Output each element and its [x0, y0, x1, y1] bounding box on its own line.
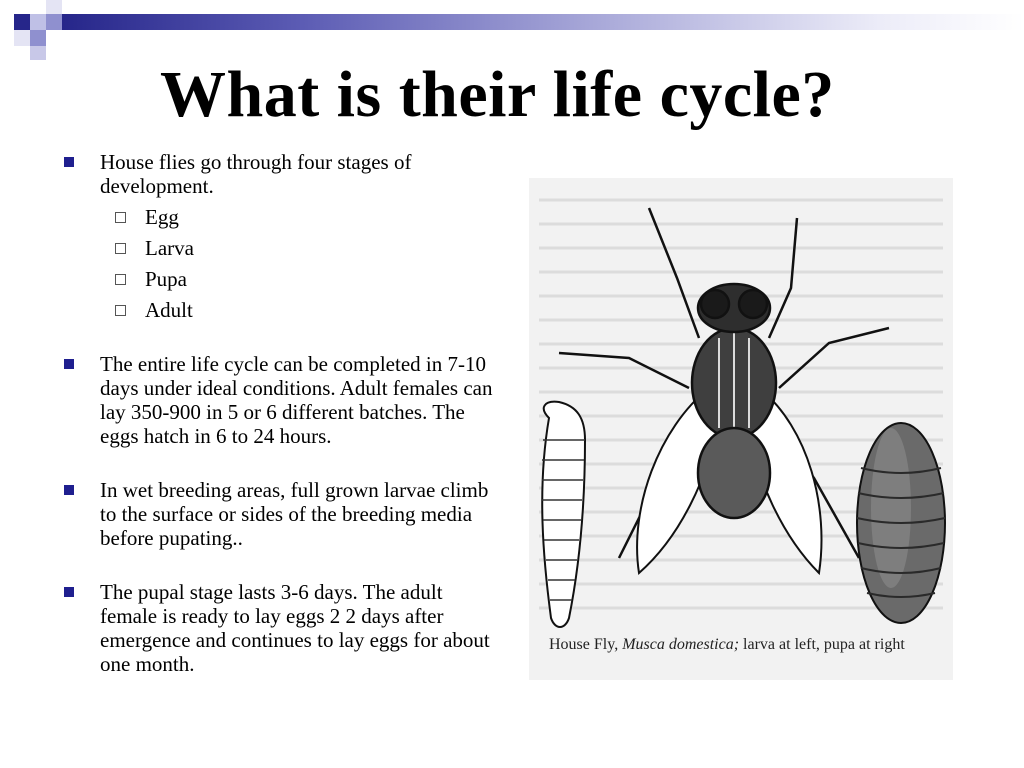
bullet-square-icon	[64, 485, 74, 495]
hollow-square-icon	[115, 305, 126, 316]
sub-bullet-item	[62, 205, 502, 229]
caption-suffix: larva at left, pupa at right	[739, 636, 905, 653]
bullet-list	[62, 150, 502, 676]
sub-bullet-text: Adult	[145, 298, 193, 322]
housefly-illustration	[529, 178, 953, 680]
hollow-square-icon	[115, 274, 126, 285]
figure-caption	[549, 636, 905, 654]
larva-drawing	[542, 402, 585, 627]
bullet-text: House flies go through four stages of development.	[100, 150, 412, 198]
sub-bullet-text: Pupa	[145, 267, 187, 291]
bullet-square-icon	[64, 157, 74, 167]
slide-title: What is their life cycle?	[160, 58, 835, 131]
caption-species: Musca domestica;	[622, 636, 740, 653]
housefly-drawing	[529, 178, 953, 680]
bullet-item	[62, 580, 502, 676]
bullet-text: The entire life cycle can be completed in 7-10 days under ideal conditions. Adult females can lay 350-900 in 5 or 6 different batches. The eggs hatch in 6 to 24 hours.	[100, 352, 493, 448]
caption-prefix: House Fly,	[549, 636, 623, 653]
bullet-item	[62, 352, 502, 448]
hollow-square-icon	[115, 212, 126, 223]
bullet-square-icon	[64, 587, 74, 597]
sub-bullet-item	[62, 267, 502, 291]
pupa-drawing	[857, 423, 945, 623]
sub-bullet-text: Larva	[145, 236, 194, 260]
bullet-item	[62, 150, 502, 198]
bullet-item	[62, 478, 502, 550]
sub-bullet-item	[62, 298, 502, 322]
bullet-square-icon	[64, 359, 74, 369]
hollow-square-icon	[115, 243, 126, 254]
sub-bullet-text: Egg	[145, 205, 179, 229]
header-gradient-bar	[62, 14, 1024, 30]
bullet-text: In wet breeding areas, full grown larvae climb to the surface or sides of the breeding media before pupating..	[100, 478, 489, 550]
bullet-text: The pupal stage lasts 3-6 days. The adult female is ready to lay eggs 2 2 days after emergence and continues to lay eggs for about one month.	[100, 580, 490, 676]
sub-bullet-item	[62, 236, 502, 260]
